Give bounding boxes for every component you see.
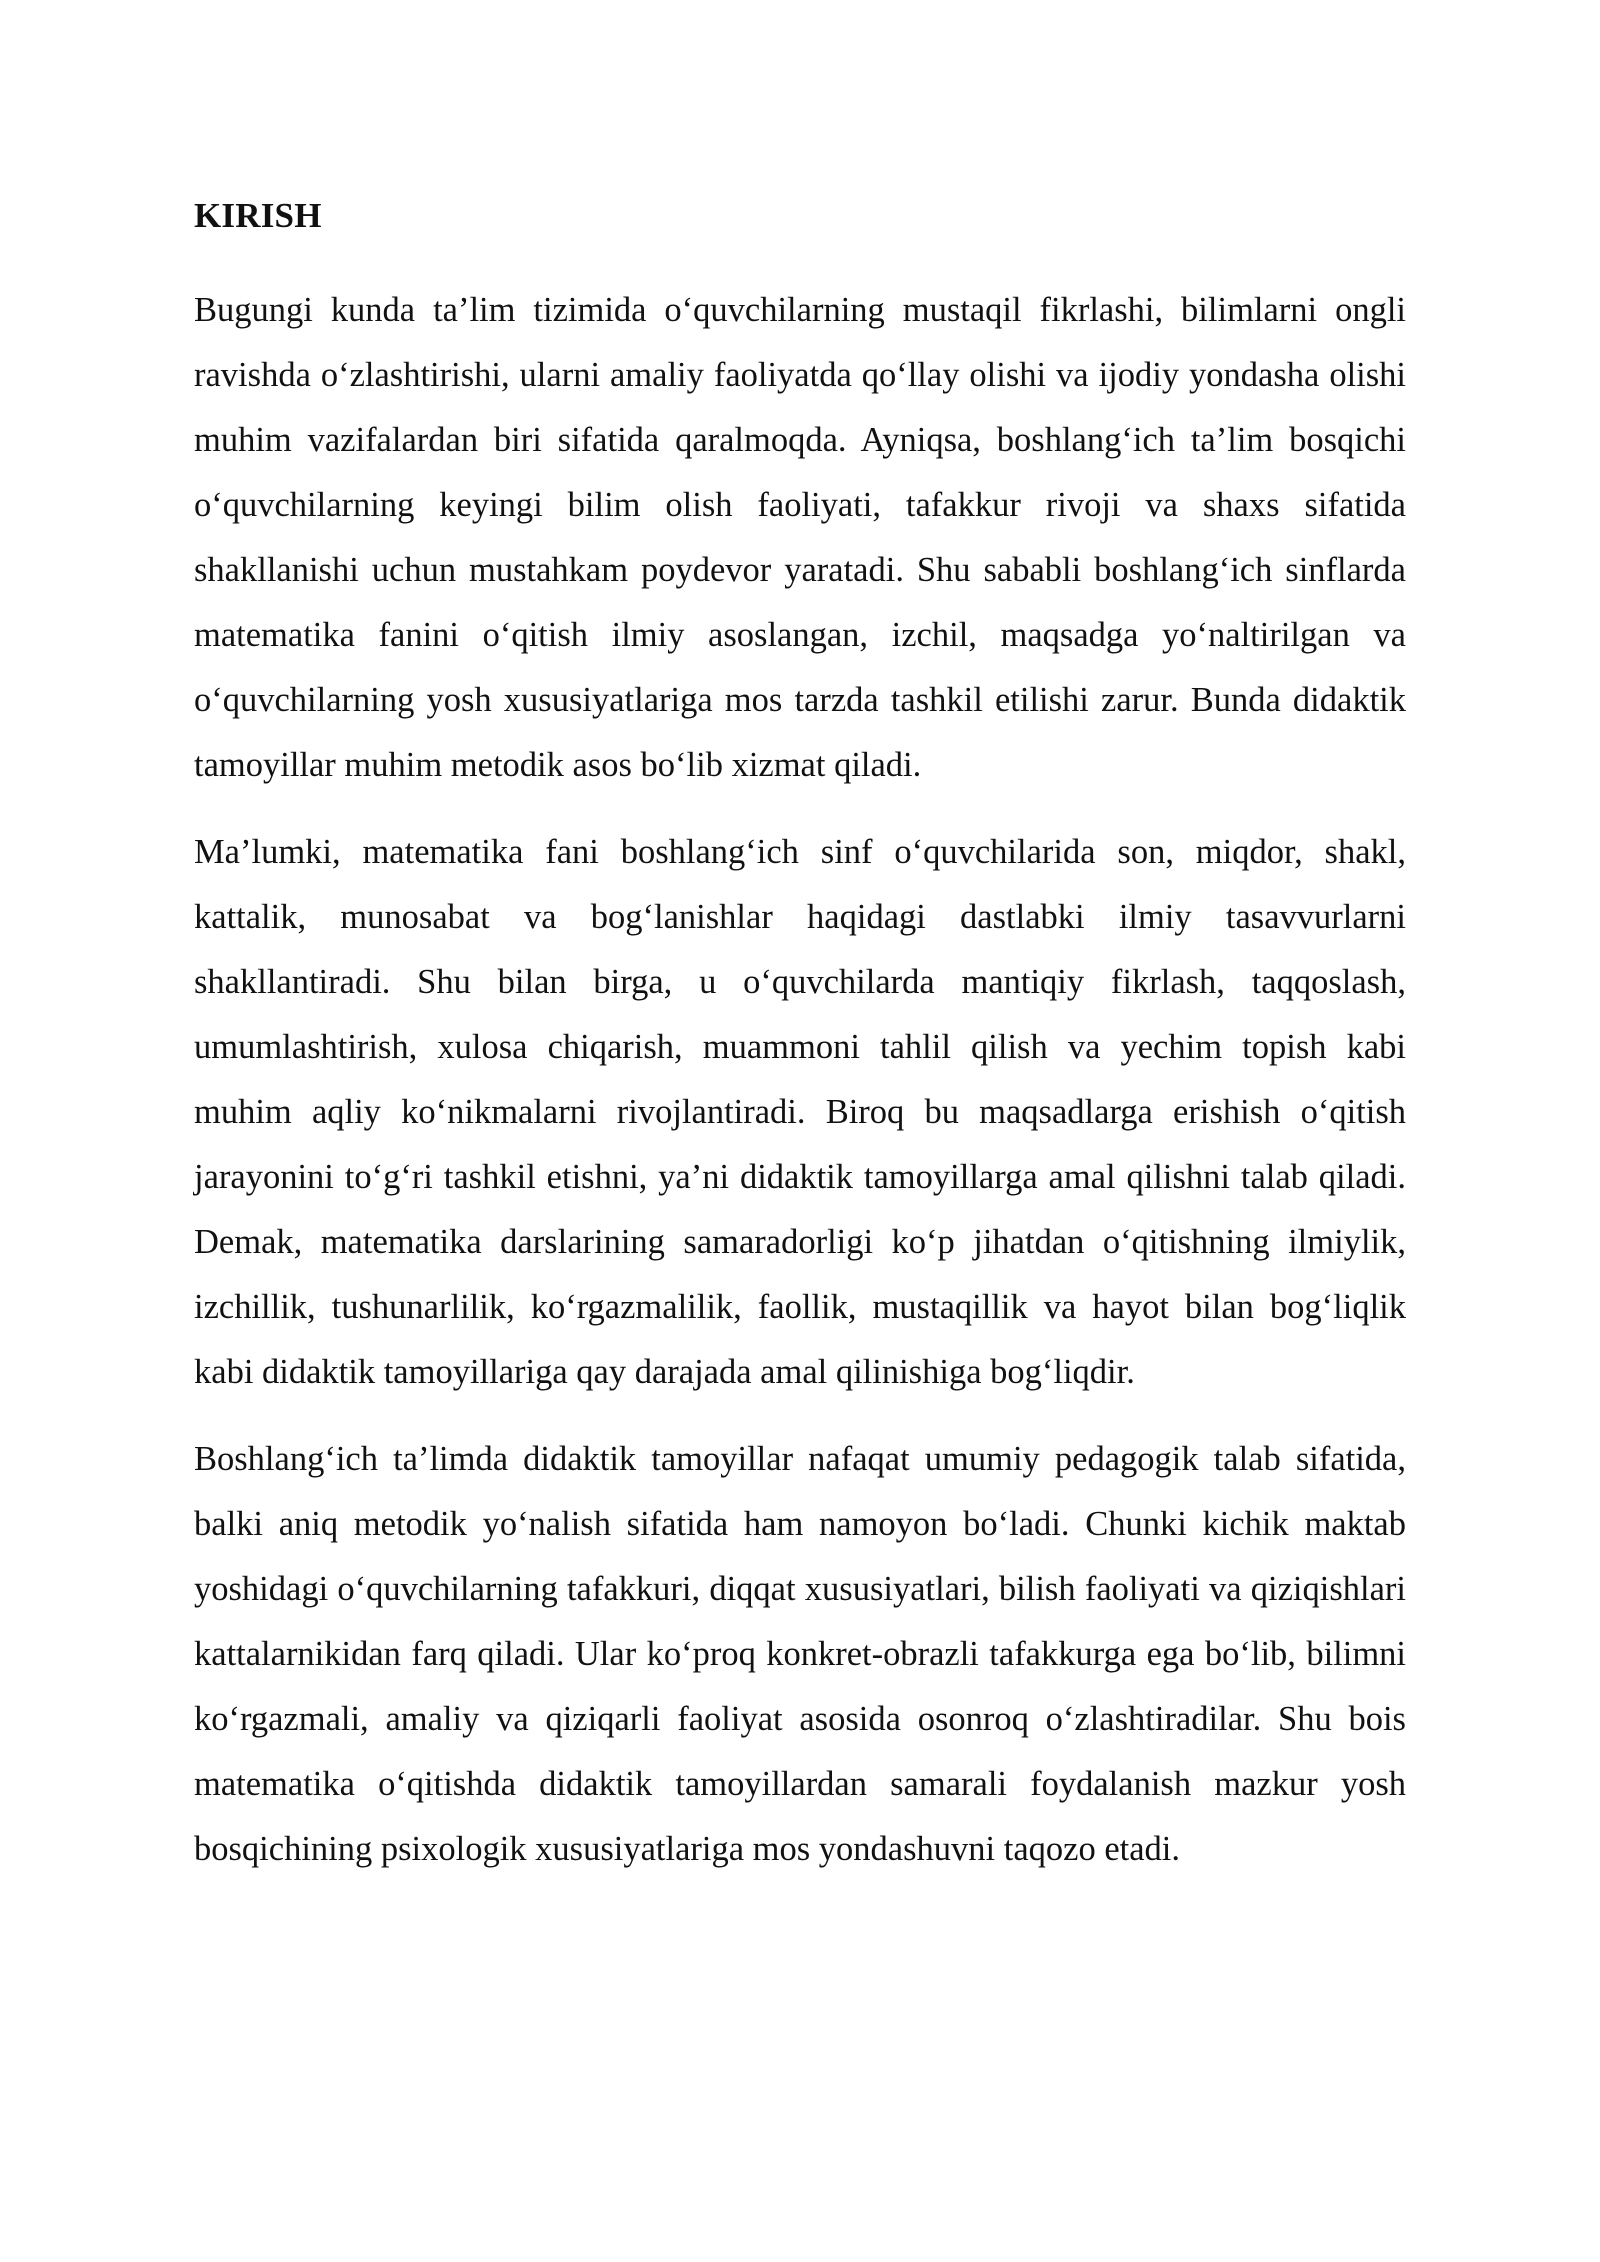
page-content bbox=[194, 192, 1406, 1904]
section-heading: KIRISH bbox=[194, 196, 322, 235]
paragraph-3: Boshlang‘ich ta’limda didaktik tamoyillar nafaqat umumiy pedagogik talab sifatida, balki aniq metodik yo‘nalish sifatida ham namoyon bo‘ladi. Chunki kichik maktab yoshidagi o‘quvchilarning tafakkuri, diqqat xususiyatlari, bilish faoliyati va qiziqishlari kattalarnikidan farq qiladi. Ular ko‘proq konkret-obrazli tafakkurga ega bo‘lib, bilimni ko‘rgazmali, amaliy va qiziqarli faoliyat asosida osonroq o‘zlashtiradilar. Shu bois matematika o‘qitishda didaktik tamoyillardan samarali foydalanish mazkur yosh bosqichining psixologik xususiyatlariga mos yondashuvni taqozo etadi. bbox=[194, 1440, 1406, 1868]
paragraph-2: Ma’lumki, matematika fani boshlang‘ich sinf o‘quvchilarida son, miqdor, shakl, kattalik, munosabat va bog‘lanishlar haqidagi dastlabki ilmiy tasavvurlarni shakllantiradi. Shu bilan birga, u o‘quvchilarda mantiqiy fikrlash, taqqoslash, umumlashtirish, xulosa chiqarish, muammoni tahlil qilish va yechim topish kabi muhim aqliy ko‘nikmalarni rivojlantiradi. Biroq bu maqsadlarga erishish o‘qitish jarayonini to‘g‘ri tashkil etishni, ya’ni didaktik tamoyillarga amal qilishni talab qiladi. Demak, matematika darslarining samaradorligi ko‘p jihatdan o‘qitishning ilmiylik, izchillik, tushunarlilik, ko‘rgazmalilik, faollik, mustaqillik va hayot bilan bog‘liqlik kabi didaktik tamoyillariga qay darajada amal qilinishiga bog‘liqdir. bbox=[194, 833, 1406, 1391]
paragraph-1: Bugungi kunda ta’lim tizimida o‘quvchilarning mustaqil fikrlashi, bilimlarni ongli ravishda o‘zlashtirishi, ularni amaliy faoliyatda qo‘llay olishi va ijodiy yondasha olishi muhim vazifalardan biri sifatida qaralmoqda. Ayniqsa, boshlang‘ich ta’lim bosqichi o‘quvchilarning keyingi bilim olish faoliyati, tafakkur rivoji va shaxs sifatida shakllanishi uchun mustahkam poydevor yaratadi. Shu sababli boshlang‘ich sinflarda matematika fanini o‘qitish ilmiy asoslangan, izchil, maqsadga yo‘naltirilgan va o‘quvchilarning yosh xususiyatlariga mos tarzda tashkil etilishi zarur. Bunda didaktik tamoyillar muhim metodik asos bo‘lib xizmat qiladi. bbox=[194, 291, 1406, 784]
